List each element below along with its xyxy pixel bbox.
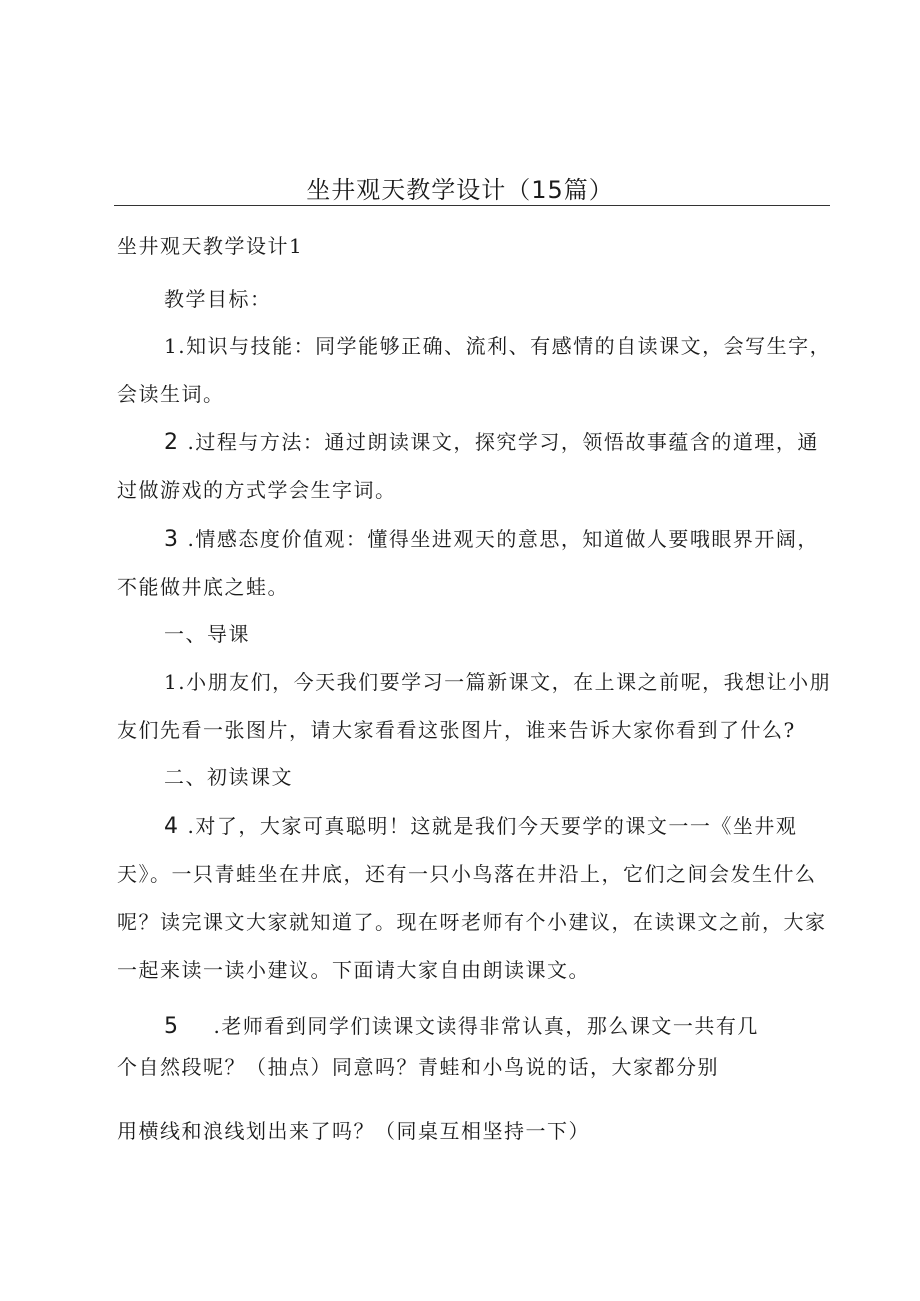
part2-para5-line1 bbox=[164, 1012, 759, 1041]
part2-para4-line4: 一起来读一读小建议。下面请大家自由朗读课文。 bbox=[117, 958, 590, 982]
part2-para5-line3: 用横线和浪线划出来了吗？（同桌互相坚持一下） bbox=[117, 1119, 590, 1143]
goal2-number: 2 bbox=[164, 430, 180, 455]
part2-para4-line1 bbox=[164, 812, 797, 841]
section-heading: 坐井观天教学设计1 bbox=[117, 234, 304, 258]
document-title: 坐井观天教学设计（15篇） bbox=[306, 176, 614, 204]
part1-para1-line2: 友们先看一张图片，请大家看看这张图片，谁来告诉大家你看到了什么? bbox=[117, 718, 796, 742]
goal3-text: .情感态度价值观：懂得坐进观天的意思，知道做人要哦眼界开阔， bbox=[187, 527, 819, 551]
part1-heading: 一、导课 bbox=[164, 622, 250, 646]
part1-para1-line1: 1.小朋友们，今天我们要学习一篇新课文，在上课之前呢，我想让小朋 bbox=[164, 670, 832, 694]
title-divider bbox=[114, 205, 830, 206]
goal3-line2: 不能做井底之蛙。 bbox=[117, 575, 289, 599]
goal2-text: .过程与方法：通过朗读课文，探究学习，领悟故事蕴含的道理，通 bbox=[187, 430, 819, 454]
goal3-line1 bbox=[164, 525, 819, 554]
para5-number: 5 bbox=[164, 1014, 180, 1039]
goal2-line2: 过做游戏的方式学会生字词。 bbox=[117, 478, 397, 502]
part2-para4-line2: 天》。一只青蛙坐在井底，还有一只小鸟落在井沿上，它们之间会发生什么 bbox=[117, 862, 817, 886]
goals-label: 教学目标： bbox=[164, 287, 272, 311]
goal1-line2: 会读生词。 bbox=[117, 382, 225, 406]
para5-text: .老师看到同学们读课文读得非常认真，那么课文一共有几 bbox=[213, 1014, 759, 1038]
goal3-number: 3 bbox=[164, 527, 180, 552]
goal1-line1: 1.知识与技能：同学能够正确、流利、有感情的自读课文，会写生字， bbox=[164, 334, 832, 358]
part2-para5-line2: 个自然段呢？（抽点）同意吗？青蛙和小鸟说的话，大家都分别 bbox=[117, 1055, 719, 1079]
part2-para4-line3: 呢？读完课文大家就知道了。现在呀老师有个小建议，在读课文之前，大家 bbox=[117, 910, 827, 934]
para4-number: 4 bbox=[164, 814, 180, 839]
part2-heading: 二、初读课文 bbox=[164, 765, 293, 789]
para4-text: .对了，大家可真聪明！这就是我们今天要学的课文一一《坐井观 bbox=[187, 814, 798, 838]
goal2-line1 bbox=[164, 428, 819, 457]
